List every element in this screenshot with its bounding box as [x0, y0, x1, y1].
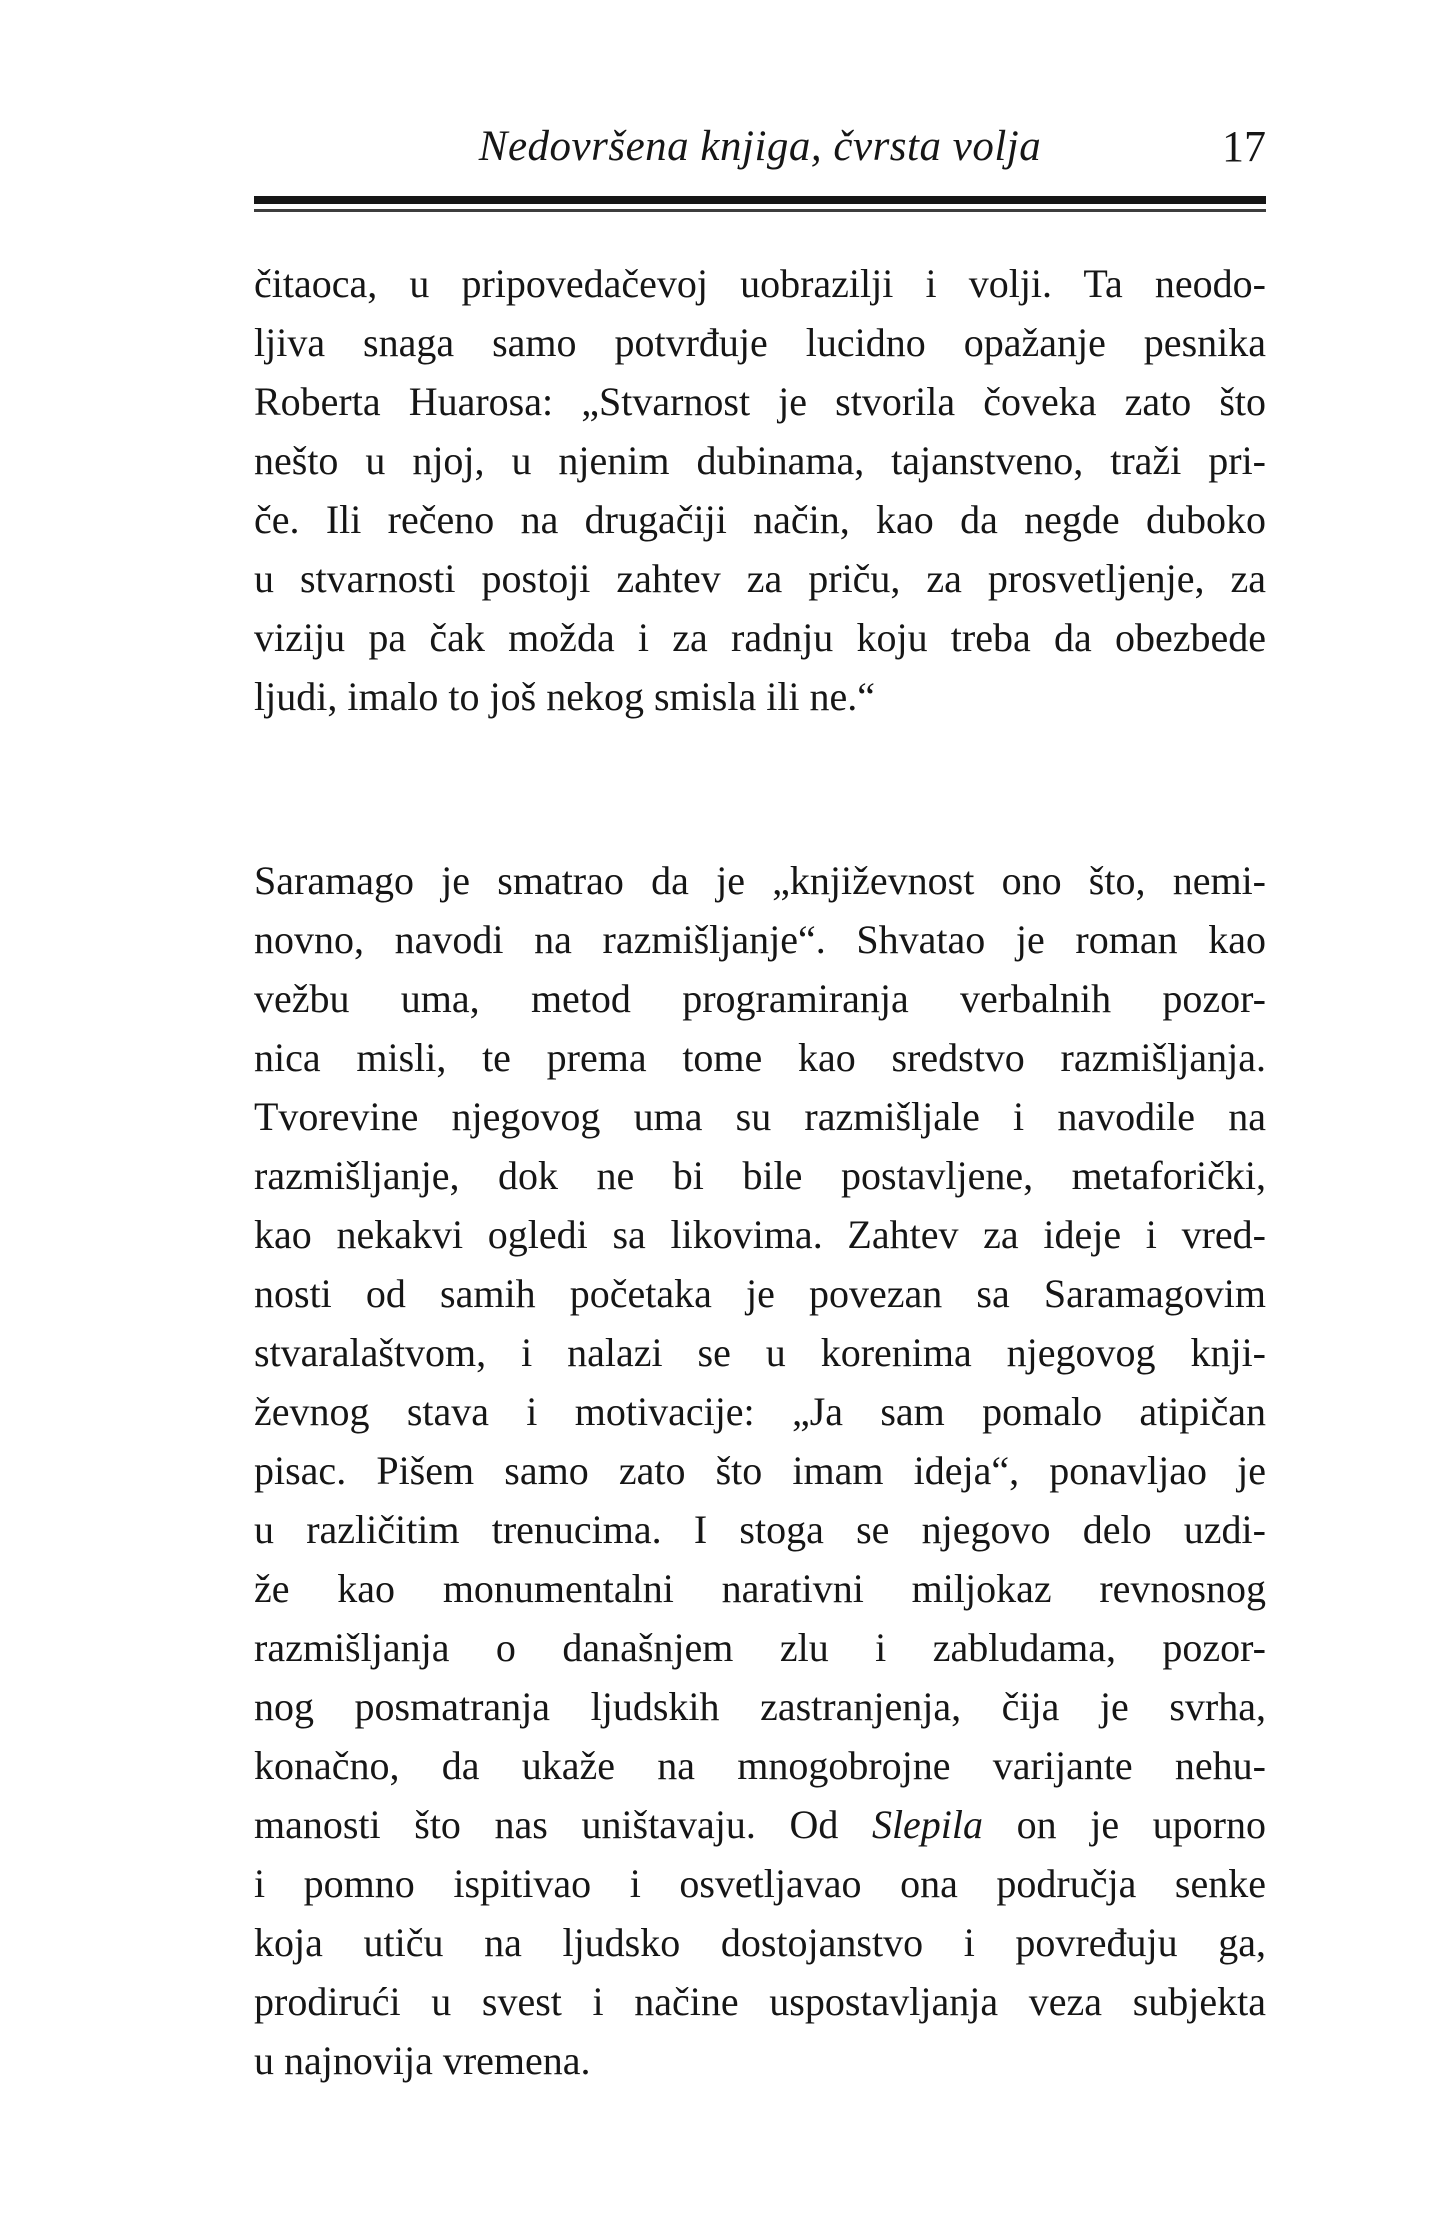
text-line: viziju pa čak možda i za radnju koju treba da obezbede [254, 615, 1266, 660]
text-line: novno, navodi na razmišljanje“. Shvatao je roman kao [254, 917, 1266, 962]
text-segment: on je uporno [983, 1802, 1266, 1847]
text-line: nosti od samih početaka je povezan sa Saramagovim [254, 1271, 1266, 1316]
paragraph [254, 851, 1266, 2090]
book-title-italic: Slepila [871, 1802, 984, 1847]
text-line: razmišljanja o današnjem zlu i zabludama, pozor- [254, 1625, 1266, 1670]
text-line: čitaoca, u pripovedačevoj uobrazilji i volji. Ta neodo- [254, 261, 1266, 306]
paragraph [254, 254, 1266, 726]
running-header [254, 116, 1266, 178]
text-line: nešto u njoj, u njenim dubinama, tajanstveno, traži pri- [254, 438, 1266, 483]
text-line: Tvorevine njegovog uma su razmišljale i navodile na [254, 1094, 1266, 1139]
text-line: nica misli, te prema tome kao sredstvo razmišljanja. [254, 1035, 1266, 1080]
text-line: Saramago je smatrao da je „književnost ono što, nemi- [254, 858, 1266, 903]
text-line: prodirući u svest i načine uspostavljanja veza subjekta [254, 1979, 1266, 2024]
page-number: 17 [1222, 122, 1266, 171]
header-rule-thin [254, 209, 1266, 212]
header-rule-thick [254, 196, 1266, 204]
running-header-title: Nedovršena knjiga, čvrsta volja [478, 123, 1042, 170]
text-line: Roberta Huarosa: „Stvarnost je stvorila čoveka zato što [254, 379, 1266, 424]
text-line: stvaralaštvom, i nalazi se u korenima njegovog knji- [254, 1330, 1266, 1375]
text-block [254, 254, 1266, 2090]
text-line: konačno, da ukaže na mnogobrojne varijante nehu- [254, 1743, 1266, 1788]
text-line: i pomno ispitivao i osvetljavao ona područja senke [254, 1861, 1266, 1906]
text-line: ževnog stava i motivacije: „Ja sam pomalo atipičan [254, 1389, 1266, 1434]
text-segment: manosti što nas uništavaju. Od [254, 1802, 872, 1847]
text-line: kao nekakvi ogledi sa likovima. Zahtev za ideje i vred- [254, 1212, 1266, 1257]
text-line: u različitim trenucima. I stoga se njegovo delo uzdi- [254, 1507, 1266, 1552]
text-line: ljudi, imalo to još nekog smisla ili ne.“ [254, 674, 876, 719]
text-line: u stvarnosti postoji zahtev za priču, za prosvetljenje, za [254, 556, 1266, 601]
text-line [254, 1795, 1266, 1854]
text-line: pisac. Pišem samo zato što imam ideja“, ponavljao je [254, 1448, 1266, 1493]
text-line: že kao monumentalni narativni miljokaz revnosnog [254, 1566, 1266, 1611]
text-line: ljiva snaga samo potvrđuje lucidno opažanje pesnika [254, 320, 1266, 365]
text-line: razmišljanje, dok ne bi bile postavljene, metaforički, [254, 1153, 1266, 1198]
text-line: če. Ili rečeno na drugačiji način, kao da negde duboko [254, 497, 1266, 542]
text-line: vežbu uma, metod programiranja verbalnih pozor- [254, 976, 1266, 1021]
text-line: koja utiču na ljudsko dostojanstvo i povređuju ga, [254, 1920, 1266, 1965]
text-line: u najnovija vremena. [254, 2038, 591, 2083]
text-line: nog posmatranja ljudskih zastranjenja, čija je svrha, [254, 1684, 1266, 1729]
